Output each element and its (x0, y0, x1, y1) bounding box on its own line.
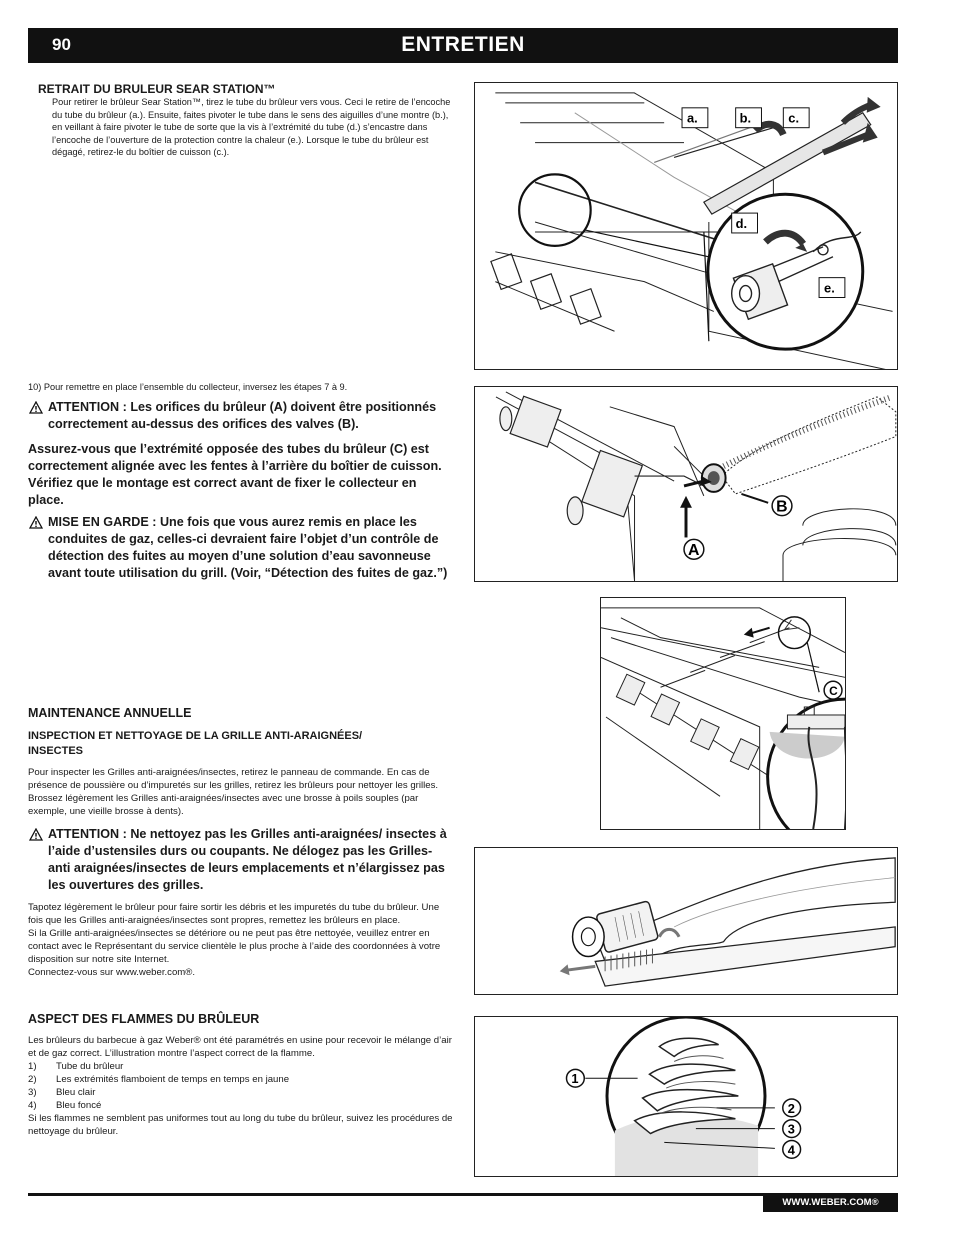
fig1-label-a: a. (686, 110, 698, 126)
list-item: 4) Bleu foncé (28, 1100, 102, 1111)
figure-burner-orifices (474, 386, 898, 582)
sear-station-section (28, 82, 453, 159)
figure-sear-station-removal (474, 82, 898, 370)
flames-heading: ASPECT DES FLAMMES DU BRÛLEUR (28, 1012, 260, 1026)
reassembly-section (28, 381, 453, 582)
reassembly-warning-text: MISE EN GARDE : Une fois que vous aurez remis en place les conduites de gaz, celles-ci devraient faire l’objet d’un contrôle de détection des fuites au moyen d’une solution d’eau savonneuse avant toute utilisation du grill. (Voir, “Détection des fuites de gaz.”) (48, 514, 448, 580)
reassembly-warning (28, 514, 453, 582)
fig2-label-B: B (776, 498, 788, 516)
maintenance-body-2: Brossez légèrement les Grilles anti-araignées/insectes avec une brosse à poils souples (par exemple, une vieille brosse à dents). (28, 793, 419, 817)
reassembly-step: 10) Pour remettre en place l’ensemble du collecteur, inversez les étapes 7 à 9. (28, 382, 348, 392)
sear-station-illustration (475, 83, 897, 369)
warning-triangle-icon (29, 516, 43, 529)
maintenance-heading: MAINTENANCE ANNUELLE (28, 706, 192, 720)
flames-outro: Si les flammes ne semblent pas uniformes tout au long du tube du brûleur, suivez les procédures de nettoyage du brûleur. (28, 1113, 453, 1137)
burner-orifices-illustration (475, 387, 897, 581)
fig5-label-1: 1 (571, 1071, 579, 1087)
page-title: ENTRETIEN (401, 33, 525, 56)
page-number: 90 (52, 35, 71, 54)
maintenance-body-3: Tapotez légèrement le brûleur pour faire sortir les débris et les impuretés du tube du brûleur. Une fois que les Grilles anti-araignées/insectes sont propres, remettez les brûleurs en place. (28, 902, 440, 926)
fig5-label-3: 3 (787, 1121, 795, 1137)
maintenance-attention (28, 826, 453, 894)
list-item: 2) Les extrémités flamboient de temps en temps en jaune (28, 1074, 290, 1085)
maintenance-body-5: Connectez-vous sur www.weber.com®. (28, 967, 196, 978)
footer-url[interactable]: WWW.WEBER.COM® (763, 1193, 898, 1212)
figure-brush-screen (474, 847, 898, 995)
maintenance-body-1: Pour inspecter les Grilles anti-araignées/insectes, retirez le panneau de commande. En cas de présence de poussière ou d’impuretés sur les grilles, retirez les brûleurs pour nettoyer les grilles. (28, 767, 439, 791)
list-item: 3) Bleu clair (28, 1087, 96, 1098)
fig3-label-C: C (829, 684, 838, 699)
maintenance-body-4: Si la Grille anti-araignées/insectes se détériore ou ne peut pas être nettoyée, veuillez entrer en contact avec le Représentant du service clientèle le plus proche à l’aide des coordonnées à votre disposition sur notre site Internet. (28, 928, 441, 965)
warning-triangle-icon (29, 401, 43, 414)
reassembly-attention-text: ATTENTION : Les orifices du brûleur (A) doivent être positionnés correctement au-dessus des orifices des valves (B). (48, 399, 437, 431)
maintenance-section (28, 706, 453, 979)
warning-triangle-icon (29, 828, 43, 841)
fig1-label-c: c. (788, 110, 800, 126)
page-header (28, 28, 898, 63)
sear-station-body: Pour retirer le brûleur Sear Station™, tirez le tube du brûleur vers vous. Ceci le retire de l’encoche du tube du brûleur (a.). Ensuite, faites pivoter le tube dans le sens des aiguilles d’une montre (b.), en veillant à faire pivoter le tube de sorte que la vis à l’extrémité du tube (d.) s’encastre dans l’encoche de l’ouverture de la protection contre la chaleur (e.). Lorsque le tube du brûleur est dégagé, retirez-le du boîtier de cuisson (c.). (52, 97, 451, 158)
reassembly-attention (28, 399, 453, 433)
flames-section (28, 1012, 453, 1138)
tube-alignment-illustration (601, 598, 845, 829)
reassembly-ensure: Assurez-vous que l’extrémité opposée des tubes du brûleur (C) est correctement alignée avec les fentes à l’arrière du boîtier de cuisson. Vérifiez que le montage est correct avant de fixer le collecteur en place. (28, 441, 442, 507)
flames-list (28, 1060, 453, 1112)
flame-appearance-illustration (475, 1017, 897, 1176)
fig5-label-4: 4 (787, 1142, 795, 1158)
maintenance-attention-text: ATTENTION : Ne nettoyez pas les Grilles anti-araignées/ insectes à l’aide d’ustensiles durs ou coupants. Ne délogez pas les Grilles-anti araignées/insectes de leurs emplacements et n’élargissez pas les ouvertures des grilles. (48, 827, 447, 892)
maintenance-subheading: INSPECTION ET NETTOYAGE DE LA GRILLE ANTI-ARAIGNÉES/ INSECTES (28, 730, 363, 757)
fig5-label-2: 2 (787, 1100, 795, 1116)
figure-flame-appearance (474, 1016, 898, 1177)
fig1-label-d: d. (735, 215, 748, 231)
list-item: 1) Tube du brûleur (28, 1061, 124, 1072)
fig1-label-e: e. (824, 280, 835, 296)
brush-screen-illustration (475, 848, 897, 994)
flames-intro: Les brûleurs du barbecue à gaz Weber® ont été paramétrés en usine pour recevoir le mélange d’air et de gaz correct. L’illustration montre l’aspect correct de la flamme. (28, 1035, 452, 1059)
sear-station-heading: RETRAIT DU BRULEUR SEAR STATION™ (38, 82, 276, 96)
fig2-label-A: A (687, 542, 700, 560)
figure-tube-alignment (600, 597, 846, 830)
fig1-label-b: b. (739, 110, 752, 126)
